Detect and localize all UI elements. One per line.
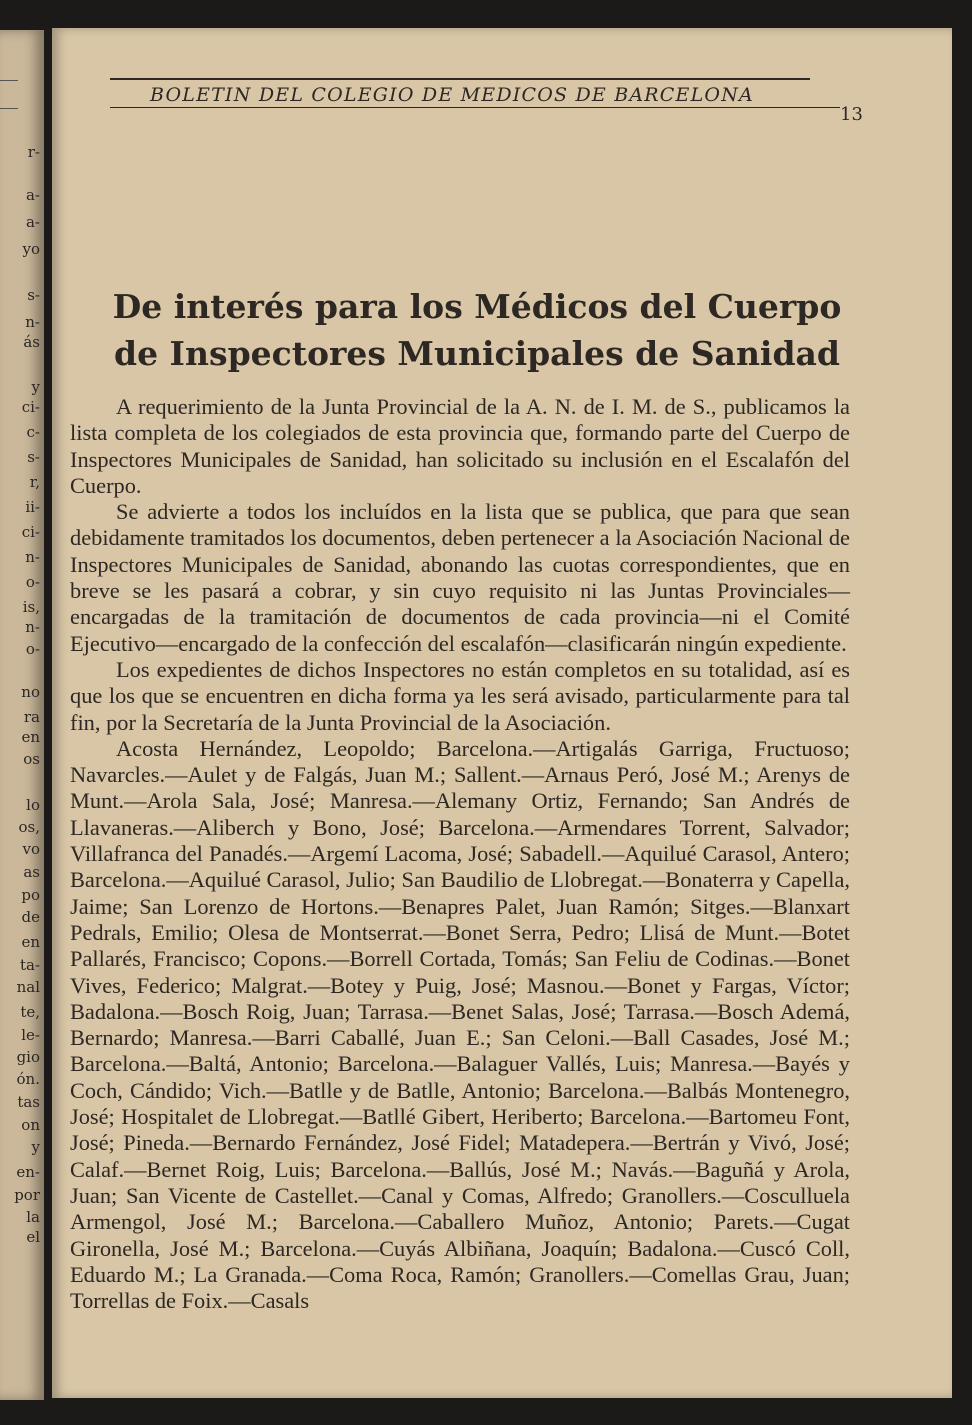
left-page-fragment: no — [21, 683, 40, 701]
left-page-fragment: el — [26, 1228, 40, 1246]
left-page-fragment: ci- — [21, 398, 40, 416]
left-page-fragment: po — [21, 886, 40, 904]
header-rule-bottom — [110, 107, 840, 108]
left-page-fragment: le- — [21, 1026, 40, 1044]
paragraph: Acosta Hernández, Leopoldo; Barcelona.—Artigalás Garriga, Fructuoso; Navarcles.—Aulet y de Falgás, Juan M.; Sallent.—Arnaus Peró, José M.; Arenys de Munt.—Arola Sala, José; Manresa.—Alemany Ortiz, Fernando; San Andrés de Llavaneras.—Aliberch y Bono, José; Barcelona.—Armendares Torrent, Salvador; Villafranca del Panadés.—Argemí Lacoma, José; Sabadell.—Aquilué Carasol, Antero; Barcelona.—Aquilué Carasol, Julio; San Baudilio de Llobregat.—Bonaterra y Capella, Jaime; San Lorenzo de Hortons.—Benapres Palet, Juan Ramón; Sitges.—Blanxart Pedrals, Emilio; Olesa de Montserrat.—Bonet Serra, Pedro; Llisá de Munt.—Botet Pallarés, Francisco; Copons.—Borrell Cortada, Tomás; San Feliu de Codinas.—Bonet Vives, Federico; Malgrat.—Botey y Puig, José; Masnou.—Bonet y Fargas, Víctor; Badalona.—Bosch Roig, Juan; Tarrasa.—Benet Salas, José; Tarrasa.—Bosch Ademá, Bernardo; Manresa.—Barri Caballé, Juan E.; San Celoni.—Ball Casades, José M.; Barcelona.—Baltá, Antonio; Barcelona.—Balaguer Vallés, Luis; Manresa.—Bayés y Coch, Cándido; Vich.—Batlle y de Batlle, Antonio; Barcelona.—Balbás Montenegro, José; Hospitalet de Llobregat.—Batllé Gibert, Heriberto; Barcelona.—Bartomeu Font, José; Pineda.—Bernardo Fernández, José Fidel; Matadepera.—Bertrán y Vivó, José; Calaf.—Bernet Roig, Luis; Barcelona.—Ballús, José M.; Navás.—Baguñá y Arola, Juan; San Vicente de Castellet.—Canal y Comas, Alfredo; Granollers.—Cosculluela Armengol, José M.; Barcelona.—Caballero Muñoz, Antonio; Parets.—Cugat Gironella, José M.; Barcelona.—Cuyás Albiñana, Joaquín; Badalona.—Cuscó Coll, Eduardo M.; La Granada.—Coma Roca, Ramón; Granollers.—Comellas Grau, Juan; Torrellas de Foix.—Casals — [70, 735, 850, 1314]
left-page-fragment: o- — [25, 573, 40, 591]
left-page-fragment: gio — [16, 1048, 40, 1066]
left-page-fragment: as — [23, 863, 40, 881]
paragraph: Se advierte a todos los incluídos en la lista que se publica, que para que sean debidamente tramitados los documentos, deben pertenecer a la Asociación Nacional de Inspectores Municipales de Sanidad, abonando las cuotas correspondientes, que en breve se les pasará a cobrar, y sin cuyo requisito ni las Juntas Provinciales—encargadas de la tramitación de documentos de cada provincia—ni el Comité Ejecutivo—encargado de la confección del escalafón—clasificarán ningún expediente. — [70, 499, 850, 656]
left-page-fragment: ii- — [25, 498, 40, 516]
left-page-fragment: y — [31, 378, 40, 396]
left-page-fragment: nal — [16, 978, 40, 996]
left-page-fragment: c- — [26, 423, 40, 441]
left-page-fragment: ás — [23, 333, 40, 351]
left-page-fragment: ci- — [21, 523, 40, 541]
document-page — [52, 28, 952, 1398]
left-page-fragment: ón. — [16, 1070, 40, 1088]
page-number: 13 — [840, 104, 863, 125]
left-page-fragment: lo — [26, 796, 40, 814]
running-header — [110, 78, 880, 108]
left-page-fragment: te, — [20, 1003, 40, 1021]
header-rule-top — [110, 78, 810, 80]
left-page-rule — [0, 80, 18, 81]
left-page-fragment: r, — [29, 473, 40, 491]
left-page-fragment: s- — [27, 286, 40, 304]
left-page-fragment: on — [21, 1116, 40, 1134]
left-page-fragment: n- — [25, 313, 40, 331]
paragraph: A requerimiento de la Junta Provincial de la A. N. de I. M. de S., publicamos la lista completa de los colegiados de esta provincia que, formando parte del Cuerpo de Inspectores Municipales de Sanidad, han solicitado su inclusión en el Escalafón del Cuerpo. — [70, 394, 850, 498]
left-page-fragment: n- — [25, 548, 40, 566]
left-page-rule — [0, 108, 18, 109]
left-page-fragment: a- — [25, 213, 40, 231]
left-page-fragment: vo — [22, 840, 40, 858]
left-page-fragment: yo — [22, 240, 40, 258]
left-page-fragment: de — [21, 908, 40, 926]
paragraph: Los expedientes de dichos Inspectores no están completos en su totalidad, así es que los que se encuentren en dicha forma ya les será avisado, particularmente para tal fin, por la Secretaría de la Junta Provincial de la Asociación. — [70, 656, 850, 735]
left-page-fragment: en — [21, 933, 40, 951]
left-page-fragment: is, — [22, 598, 40, 616]
left-page-fragment: ra — [23, 708, 40, 726]
left-page-fragment: en — [21, 728, 40, 746]
left-facing-page — [0, 30, 44, 1400]
left-page-fragment: a- — [25, 186, 40, 204]
article-body — [70, 394, 850, 1314]
left-page-fragment: la — [26, 1208, 40, 1226]
left-page-fragment: y — [31, 1138, 40, 1156]
left-page-fragment: r- — [27, 143, 40, 161]
journal-title: BOLETIN DEL COLEGIO DE MEDICOS DE BARCELONA — [150, 84, 754, 106]
article-title: De interés para los Médicos del Cuerpo de Inspectores Municipales de Sanidad — [112, 287, 842, 373]
left-page-fragment: en- — [16, 1163, 40, 1181]
left-page-fragment: s- — [27, 448, 40, 466]
left-page-fragment: os — [23, 750, 40, 768]
left-page-fragment: os, — [18, 818, 40, 836]
left-page-fragment: tas — [17, 1093, 40, 1111]
left-page-fragment: o- — [25, 640, 40, 658]
left-page-fragment: por — [14, 1186, 40, 1204]
left-page-fragment: ta- — [19, 956, 40, 974]
left-page-fragment: n- — [25, 618, 40, 636]
